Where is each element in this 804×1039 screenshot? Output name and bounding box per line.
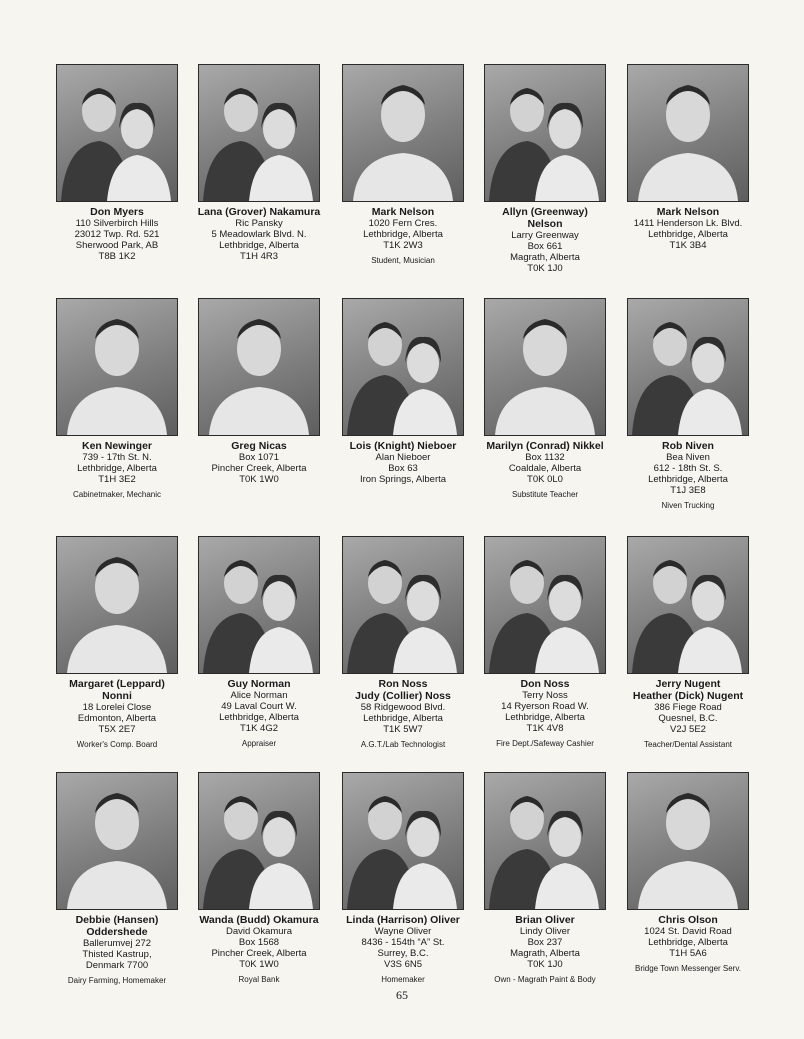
entry-address-line: Lethbridge, Alberta (77, 463, 157, 474)
portrait-photo (484, 536, 606, 674)
entry-address-line: T1H 3E2 (98, 474, 136, 485)
entry-occupation: Fire Dept./Safeway Cashier (496, 739, 594, 748)
entry-address-line: 18 Lorelei Close (82, 702, 152, 713)
entry-occupation: A.G.T./Lab Technologist (360, 740, 446, 749)
portrait-photo (56, 64, 178, 202)
entry-address-line: T1K 3B4 (669, 240, 707, 251)
entry-name: Chris Olson (658, 914, 718, 926)
entry-address-line: 1020 Fern Cres. (368, 218, 438, 229)
entry-address-line: Edmonton, Alberta (77, 713, 157, 724)
entry-address-line: 14 Ryerson Road W. (501, 701, 589, 712)
entry-address-line: Box 63 (388, 463, 418, 474)
portrait-photo (56, 536, 178, 674)
directory-entry (613, 536, 763, 750)
entry-address-line: Box 1071 (238, 452, 280, 463)
entry-name: Don Noss (520, 678, 570, 690)
entry-address-line: T1J 3E8 (670, 485, 706, 496)
entry-occupation: Teacher/Dental Assistant (643, 740, 733, 749)
entry-name: Don Myers (90, 206, 144, 218)
entry-name: Allyn (Greenway) (502, 206, 588, 218)
entry-address-line: Quesnel, B.C. (658, 713, 718, 724)
entry-name: Ken Newinger (81, 440, 152, 452)
entry-address-line: 386 Fiege Road (654, 702, 722, 713)
entry-occupation: Homemaker (381, 975, 425, 984)
entry-address-line: 58 Ridgewood Blvd. (360, 702, 446, 713)
entry-name: Wanda (Budd) Okamura (199, 914, 319, 926)
entry-address-line: Lethbridge, Alberta (648, 474, 728, 485)
entry-address-line: Bea Niven (666, 452, 710, 463)
entry-address-line: 23012 Twp. Rd. 521 (74, 229, 160, 240)
entry-address-line: T1K 4G2 (239, 723, 279, 734)
directory-entry (42, 772, 192, 986)
directory-entry (613, 298, 763, 511)
portrait-photo (627, 536, 749, 674)
portrait-photo (198, 536, 320, 674)
entry-address-line: Alice Norman (230, 690, 288, 701)
entry-name: Lois (Knight) Nieboer (349, 440, 457, 452)
entry-address-line: Iron Springs, Alberta (359, 474, 447, 485)
entry-address-line: Denmark 7700 (85, 960, 149, 971)
directory-entry (470, 772, 620, 985)
directory-entry (328, 536, 478, 750)
entry-address-line: T0K 1W0 (239, 959, 279, 970)
directory-entry (328, 64, 478, 266)
entry-address-line: V3S 6N5 (383, 959, 423, 970)
entry-name: Guy Norman (227, 678, 291, 690)
entry-address-line: 612 - 18th St. S. (653, 463, 723, 474)
entry-occupation: Bridge Town Messenger Serv. (635, 964, 741, 973)
entry-occupation: Royal Bank (238, 975, 280, 984)
entry-name-continued: Oddershede (86, 926, 148, 938)
entry-address-line: Lethbridge, Alberta (219, 712, 299, 723)
entry-address-line: Alan Nieboer (375, 452, 431, 463)
entry-occupation: Student, Musician (371, 256, 435, 265)
portrait-photo (198, 772, 320, 910)
entry-address-line: 5 Meadowlark Blvd. N. (211, 229, 307, 240)
directory-entry (613, 772, 763, 974)
entry-address-line: Box 237 (527, 937, 563, 948)
entry-name: Ron Noss (378, 678, 428, 690)
directory-entry (613, 64, 763, 251)
entry-address-line: Box 661 (527, 241, 563, 252)
entry-address-line: Lethbridge, Alberta (648, 229, 728, 240)
entry-address-line: Lethbridge, Alberta (363, 229, 443, 240)
entry-address-line: T5X 2E7 (98, 724, 136, 735)
portrait-photo (484, 772, 606, 910)
portrait-photo (198, 298, 320, 436)
page-number: 65 (396, 988, 408, 1002)
entry-address-line: T0K 0L0 (527, 474, 563, 485)
entry-occupation: Appraiser (241, 739, 277, 748)
entry-address-line: 49 Laval Court W. (221, 701, 297, 712)
portrait-photo (484, 64, 606, 202)
entry-address-line: Ric Pansky (235, 218, 283, 229)
entry-address-line: Lindy Oliver (519, 926, 571, 937)
entry-name: Brian Oliver (515, 914, 575, 926)
directory-entry (328, 298, 478, 485)
portrait-photo (342, 536, 464, 674)
portrait-photo (342, 298, 464, 436)
directory-entry (470, 64, 620, 274)
entry-name: Greg Nicas (231, 440, 287, 452)
entry-address-line: T1H 4R3 (239, 251, 278, 262)
portrait-photo (56, 298, 178, 436)
entry-name-continued: Heather (Dick) Nugent (632, 690, 744, 702)
entry-name: Lana (Grover) Nakamura (197, 206, 321, 218)
directory-entry (470, 536, 620, 749)
entry-address-line: 739 - 17th St. N. (82, 452, 152, 463)
entry-address-line: T1K 5W7 (383, 724, 423, 735)
entry-name-continued: Nelson (527, 218, 563, 230)
entry-address-line: T0K 1J0 (527, 959, 563, 970)
entry-address-line: 1411 Henderson Lk. Blvd. (633, 218, 743, 229)
entry-address-line: T1K 4V8 (526, 723, 564, 734)
entry-name: Debbie (Hansen) (75, 914, 159, 926)
entry-address-line: Coaldale, Alberta (508, 463, 582, 474)
entry-address-line: David Okamura (226, 926, 292, 937)
portrait-photo (484, 298, 606, 436)
entry-address-line: 1024 St. David Road (644, 926, 732, 937)
entry-occupation: Cabinetmaker, Mechanic (72, 490, 162, 499)
directory-entry (184, 298, 334, 485)
directory-entry (328, 772, 478, 985)
entry-name: Mark Nelson (656, 206, 720, 218)
entry-address-line: V2J 5E2 (670, 724, 706, 735)
entry-address-line: Pincher Creek, Alberta (211, 463, 307, 474)
entry-name: Marilyn (Conrad) Nikkel (486, 440, 604, 452)
entry-address-line: T0K 1W0 (239, 474, 279, 485)
directory-entry (42, 64, 192, 262)
directory-entry (42, 298, 192, 500)
entry-occupation: Worker's Comp. Board (76, 740, 158, 749)
entry-address-line: Ballerumvej 272 (82, 938, 152, 949)
entry-address-line: Lethbridge, Alberta (219, 240, 299, 251)
entry-address-line: T1H 5A6 (669, 948, 707, 959)
entry-address-line: Sherwood Park, AB (75, 240, 159, 251)
directory-entry (470, 298, 620, 500)
entry-name: Margaret (Leppard) (69, 678, 165, 690)
entry-name-continued: Judy (Collier) Noss (355, 690, 451, 702)
directory-entry (184, 772, 334, 985)
portrait-photo (342, 64, 464, 202)
entry-name: Rob Niven (662, 440, 714, 452)
entry-address-line: Lethbridge, Alberta (648, 937, 728, 948)
entry-occupation: Dairy Farming, Homemaker (67, 976, 167, 985)
entry-address-line: Wayne Oliver (374, 926, 432, 937)
directory-entry (184, 64, 334, 262)
entry-name-continued: Nonni (102, 690, 132, 702)
entry-address-line: Pincher Creek, Alberta (211, 948, 307, 959)
entry-address-line: Thisted Kastrup, (82, 949, 152, 960)
portrait-photo (56, 772, 178, 910)
entry-address-line: Larry Greenway (511, 230, 579, 241)
entry-address-line: Box 1568 (238, 937, 280, 948)
portrait-photo (627, 64, 749, 202)
portrait-photo (627, 298, 749, 436)
entry-address-line: Magrath, Alberta (510, 948, 580, 959)
entry-address-line: Magrath, Alberta (510, 252, 580, 263)
entry-address-line: 110 Silverbirch Hills (75, 218, 159, 229)
directory-entry (42, 536, 192, 750)
entry-address-line: Terry Noss (522, 690, 568, 701)
entry-address-line: T1K 2W3 (383, 240, 423, 251)
entry-address-line: Lethbridge, Alberta (505, 712, 585, 723)
entry-address-line: T0K 1J0 (527, 263, 563, 274)
entry-address-line: Lethbridge, Alberta (363, 713, 443, 724)
portrait-photo (198, 64, 320, 202)
directory-entry (184, 536, 334, 749)
entry-occupation: Own - Magrath Paint & Body (494, 975, 596, 984)
portrait-photo (342, 772, 464, 910)
entry-name: Linda (Harrison) Oliver (346, 914, 460, 926)
entry-name: Jerry Nugent (655, 678, 721, 690)
entry-occupation: Substitute Teacher (511, 490, 579, 499)
entry-name: Mark Nelson (371, 206, 435, 218)
entry-occupation: Niven Trucking (661, 501, 715, 510)
entry-address-line: Box 1132 (525, 452, 565, 463)
entry-address-line: 8436 - 154th “A” St. (361, 937, 445, 948)
entry-address-line: T8B 1K2 (98, 251, 136, 262)
entry-address-line: Surrey, B.C. (377, 948, 429, 959)
portrait-photo (627, 772, 749, 910)
